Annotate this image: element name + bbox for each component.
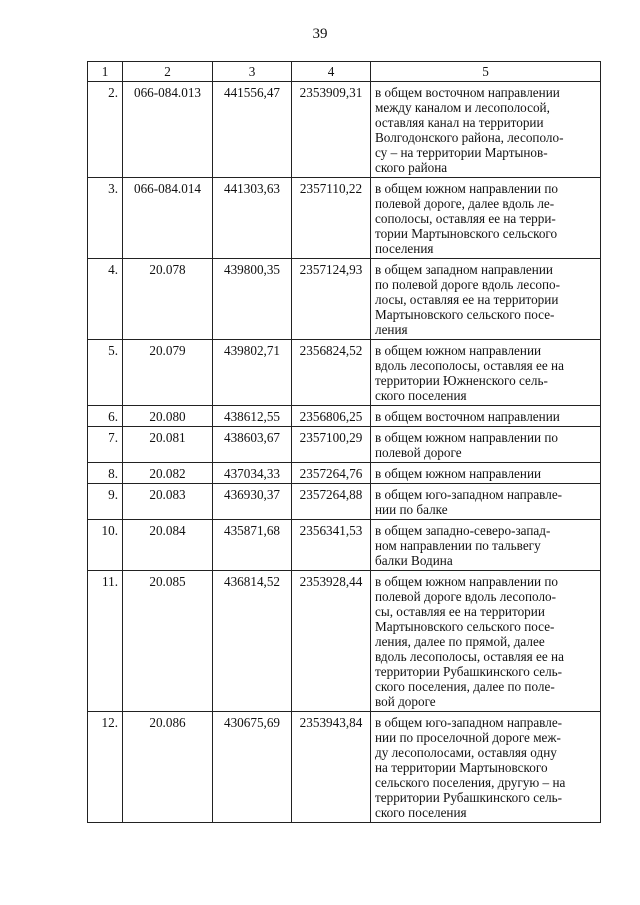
boundary-description xyxy=(371,82,601,178)
coordinate-y: 2356341,53 xyxy=(292,520,371,571)
point-id: 20.082 xyxy=(123,463,213,484)
description-line: территории Южненского сель- xyxy=(375,373,548,388)
description-line: балки Водина xyxy=(375,553,453,568)
table-row xyxy=(88,712,601,823)
description-line: вой дороге xyxy=(375,694,436,709)
row-number: 7. xyxy=(88,427,123,463)
column-header: 4 xyxy=(292,62,371,82)
table-header-row xyxy=(88,62,601,82)
point-id: 20.080 xyxy=(123,406,213,427)
description-line: ского района xyxy=(375,160,448,175)
description-line: в общем юго-западном направле- xyxy=(375,487,563,502)
row-number: 2. xyxy=(88,82,123,178)
description-line: ского поселения, далее по поле- xyxy=(375,679,555,694)
description-line: ского поселения xyxy=(375,388,467,403)
column-header: 2 xyxy=(123,62,213,82)
table-row xyxy=(88,463,601,484)
description-line: в общем западном направлении xyxy=(375,262,553,277)
table-row xyxy=(88,484,601,520)
description-line: ном направлении по тальвегу xyxy=(375,538,541,553)
description-line: в общем южном направлении xyxy=(375,466,542,481)
row-number: 12. xyxy=(88,712,123,823)
description-line: в общем южном направлении xyxy=(375,343,542,358)
description-line: ления xyxy=(375,322,408,337)
point-id: 20.085 xyxy=(123,571,213,712)
table-row xyxy=(88,178,601,259)
point-id: 066-084.013 xyxy=(123,82,213,178)
description-line: в общем южном направлении по xyxy=(375,181,559,196)
page-number: 39 xyxy=(312,26,328,42)
row-number: 4. xyxy=(88,259,123,340)
table-row xyxy=(88,520,601,571)
point-id: 20.086 xyxy=(123,712,213,823)
boundary-description xyxy=(371,427,601,463)
coordinate-x: 435871,68 xyxy=(213,520,292,571)
boundary-description xyxy=(371,406,601,427)
row-number: 8. xyxy=(88,463,123,484)
description-line: Мартыновского сельского посе- xyxy=(375,307,555,322)
boundary-description xyxy=(371,178,601,259)
boundary-description xyxy=(371,340,601,406)
row-number: 9. xyxy=(88,484,123,520)
description-line: территории Рубашкинского сель- xyxy=(375,664,563,679)
description-line: ду лесополосами, оставляя одну xyxy=(375,745,557,760)
coordinate-x: 436814,52 xyxy=(213,571,292,712)
description-line: су – на территории Мартынов- xyxy=(375,145,548,160)
description-line: по полевой дороге вдоль лесопо- xyxy=(375,277,560,292)
description-line: оставляя канал на территории xyxy=(375,115,544,130)
point-id: 20.081 xyxy=(123,427,213,463)
coordinate-x: 441303,63 xyxy=(213,178,292,259)
description-line: сельского поселения, другую – на xyxy=(375,775,566,790)
boundary-description xyxy=(371,712,601,823)
table-row xyxy=(88,571,601,712)
coordinate-x: 439800,35 xyxy=(213,259,292,340)
description-line: сы, оставляя ее на территории xyxy=(375,604,545,619)
description-line: в общем южном направлении по xyxy=(375,574,559,589)
coordinate-y: 2353943,84 xyxy=(292,712,371,823)
boundary-description xyxy=(371,484,601,520)
point-id: 20.083 xyxy=(123,484,213,520)
column-header: 3 xyxy=(213,62,292,82)
description-line: между каналом и лесополосой, xyxy=(375,100,550,115)
description-line: Мартыновского сельского посе- xyxy=(375,619,555,634)
coordinate-x: 437034,33 xyxy=(213,463,292,484)
description-line: лосы, оставляя ее на территории xyxy=(375,292,559,307)
description-line: в общем южном направлении по xyxy=(375,430,559,445)
description-line: в общем западно-северо-запад- xyxy=(375,523,551,538)
point-id: 20.084 xyxy=(123,520,213,571)
description-line: на территории Мартыновского xyxy=(375,760,548,775)
description-line: в общем восточном направлении xyxy=(375,85,560,100)
column-header: 1 xyxy=(88,62,123,82)
row-number: 10. xyxy=(88,520,123,571)
point-id: 066-084.014 xyxy=(123,178,213,259)
boundary-description xyxy=(371,520,601,571)
row-number: 11. xyxy=(88,571,123,712)
table-row xyxy=(88,82,601,178)
table-row xyxy=(88,406,601,427)
coordinate-y: 2357100,29 xyxy=(292,427,371,463)
coordinate-y: 2356824,52 xyxy=(292,340,371,406)
boundary-description xyxy=(371,463,601,484)
coordinate-y: 2353909,31 xyxy=(292,82,371,178)
description-line: ского поселения xyxy=(375,805,467,820)
description-line: сополосы, оставляя ее на терри- xyxy=(375,211,556,226)
table-row xyxy=(88,340,601,406)
coordinate-x: 438612,55 xyxy=(213,406,292,427)
description-line: вдоль лесополосы, оставляя ее на xyxy=(375,358,564,373)
description-line: нии по проселочной дороге меж- xyxy=(375,730,561,745)
boundary-description xyxy=(371,259,601,340)
table-row xyxy=(88,259,601,340)
coordinate-y: 2357124,93 xyxy=(292,259,371,340)
description-line: полевой дороге, далее вдоль ле- xyxy=(375,196,555,211)
coordinate-x: 430675,69 xyxy=(213,712,292,823)
row-number: 3. xyxy=(88,178,123,259)
column-header: 5 xyxy=(371,62,601,82)
coordinate-x: 436930,37 xyxy=(213,484,292,520)
coordinate-x: 438603,67 xyxy=(213,427,292,463)
coordinate-y: 2353928,44 xyxy=(292,571,371,712)
coordinate-x: 439802,71 xyxy=(213,340,292,406)
coordinate-y: 2356806,25 xyxy=(292,406,371,427)
point-id: 20.079 xyxy=(123,340,213,406)
description-line: нии по балке xyxy=(375,502,448,517)
description-line: поселения xyxy=(375,241,434,256)
description-line: Волгодонского района, лесополо- xyxy=(375,130,564,145)
table-row xyxy=(88,427,601,463)
description-line: территории Рубашкинского сель- xyxy=(375,790,563,805)
description-line: полевой дороге вдоль лесополо- xyxy=(375,589,557,604)
description-line: в общем юго-западном направле- xyxy=(375,715,563,730)
coordinate-y: 2357264,88 xyxy=(292,484,371,520)
description-line: полевой дороге xyxy=(375,445,462,460)
coordinate-x: 441556,47 xyxy=(213,82,292,178)
description-line: тории Мартыновского сельского xyxy=(375,226,558,241)
boundary-description xyxy=(371,571,601,712)
coordinate-y: 2357110,22 xyxy=(292,178,371,259)
boundary-table xyxy=(87,61,601,823)
description-line: ления, далее по прямой, далее xyxy=(375,634,545,649)
row-number: 6. xyxy=(88,406,123,427)
coordinate-y: 2357264,76 xyxy=(292,463,371,484)
description-line: в общем восточном направлении xyxy=(375,409,560,424)
description-line: вдоль лесополосы, оставляя ее на xyxy=(375,649,564,664)
point-id: 20.078 xyxy=(123,259,213,340)
row-number: 5. xyxy=(88,340,123,406)
